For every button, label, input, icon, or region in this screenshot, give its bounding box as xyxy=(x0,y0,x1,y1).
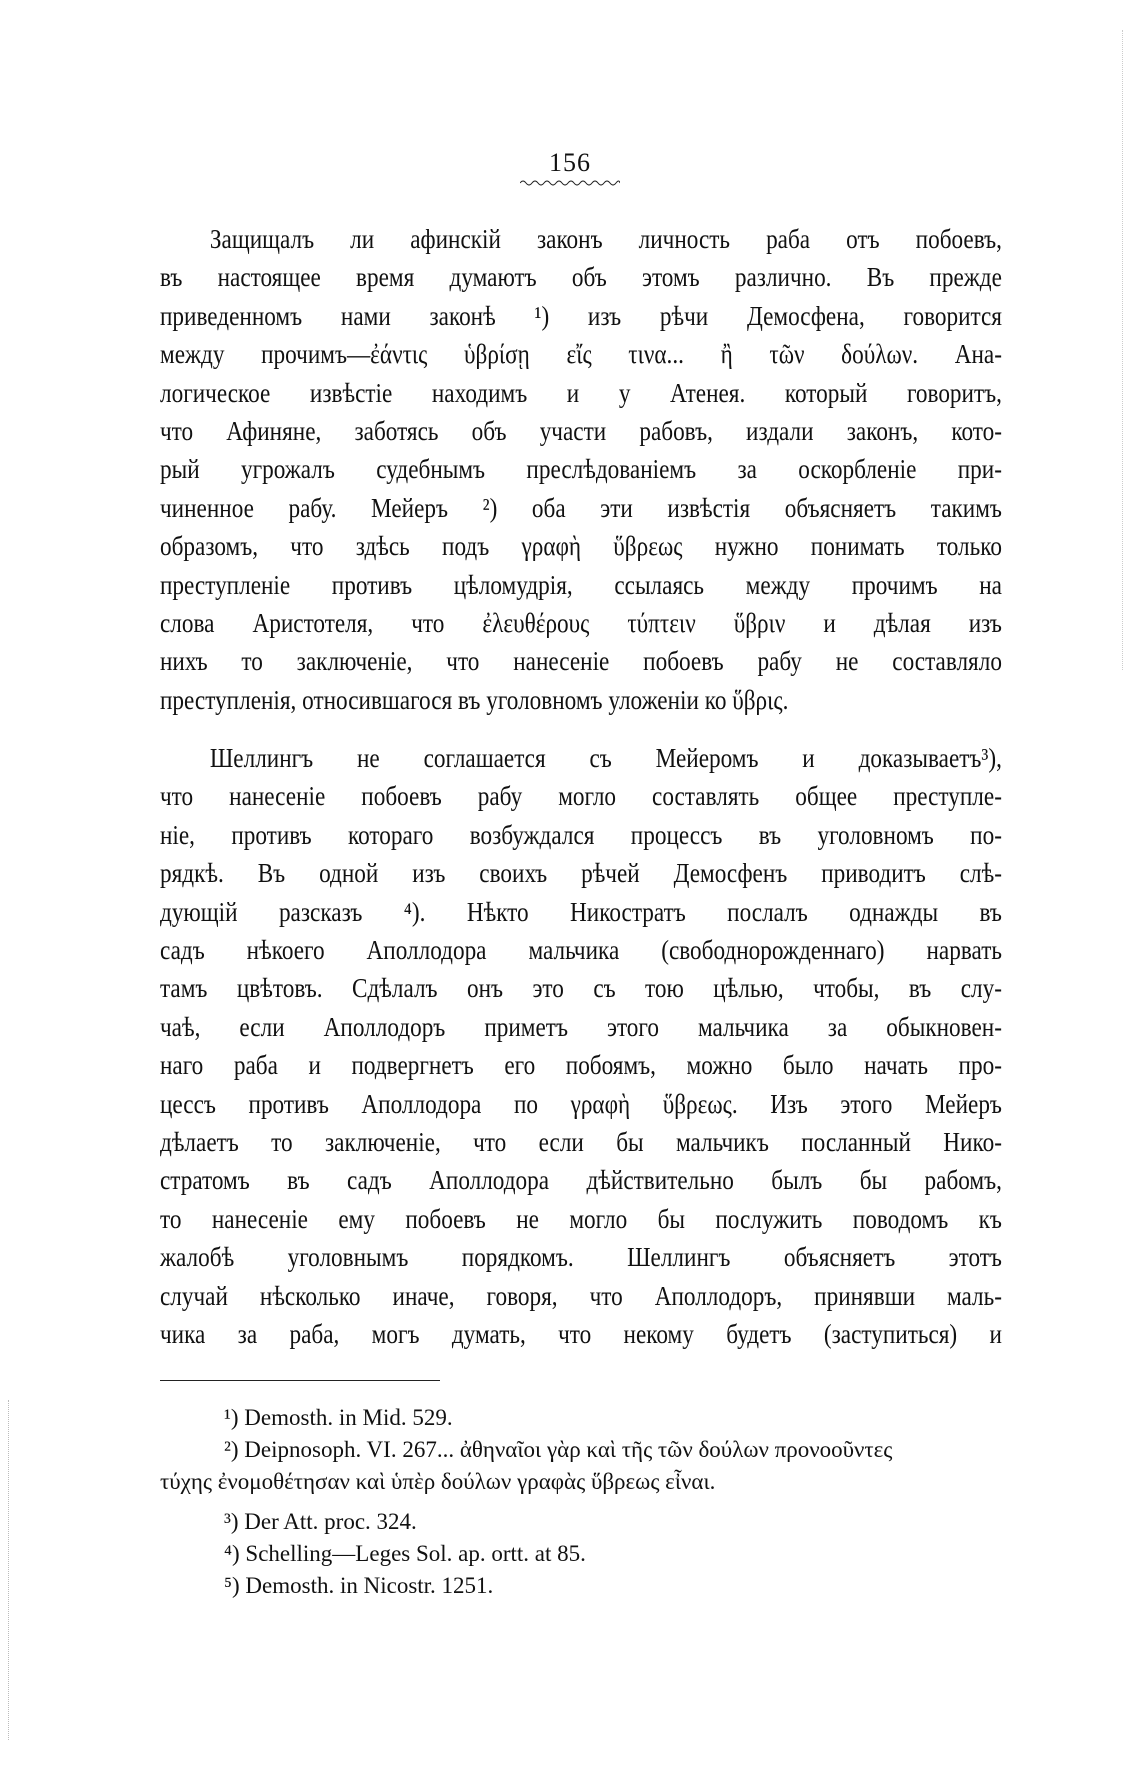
text-line: нихъ то заключеніе, что нанесеніе побоевъ рабу не составляло xyxy=(160,646,1002,677)
text-line: Защищалъ ли афинскій законъ личность раба отъ побоевъ, xyxy=(209,224,1002,254)
margin-scan-marks-right xyxy=(1122,30,1127,670)
text-line: въ настоящее время думаютъ объ этомъ различно. Въ прежде xyxy=(160,262,1002,293)
footnote-separator xyxy=(160,1380,440,1381)
footnote-1: ¹) Demosth. in Mid. 529. xyxy=(224,1405,453,1430)
text-line: слова Аристотеля, что ἐλευθέρους τύπτειν ὕβριν и дѣлая изъ xyxy=(160,607,1002,638)
text-line: тамъ цвѣтовъ. Сдѣлалъ онъ это съ тою цѣлью, чтобы, въ слу- xyxy=(160,973,1002,1004)
footnote-2-continuation: τύχης ἐνομοθέτησαν καὶ ὑπὲρ δούλων γραφὰς ὕβρεως εἶναι. xyxy=(160,1469,716,1494)
text-line: стратомъ въ садъ Аполлодора дѣйствительно былъ бы рабомъ, xyxy=(160,1165,1002,1196)
margin-scan-marks-left xyxy=(8,1400,13,1740)
text-line: ніе, противъ котораго возбуждался процессъ въ уголовномъ по- xyxy=(160,819,1002,850)
footnote-2: ²) Deipnosoph. VI. 267... ἀθηναῖοι γὰρ καὶ τῆς τῶν δούλων προνοοῦντες xyxy=(224,1437,893,1462)
text-line: что нанесеніе побоевъ рабу могло составлять общее преступле- xyxy=(160,781,1002,812)
page-number-flourish xyxy=(520,178,620,188)
text-line: между прочимъ—ἐάντις ὑβρίσῃ εἴς τινα... ἢ τῶν δούλων. Ана- xyxy=(160,339,1002,370)
text-line: случай нѣсколько иначе, говоря, что Аполлодоръ, принявши маль- xyxy=(160,1280,1002,1311)
paragraph-gap xyxy=(160,719,1002,739)
text-line: логическое извѣстіе находимъ и у Атенея. который говоритъ, xyxy=(160,377,1002,408)
text-line: жалобѣ уголовнымъ порядкомъ. Шеллингъ объясняетъ этотъ xyxy=(160,1242,1002,1273)
text-line: садъ нѣкоего Аполлодора мальчика (свободнорожденнаго) нарвать xyxy=(160,935,1002,966)
text-line: чика за раба, могъ думать, что некому будетъ (заступиться) и xyxy=(160,1318,1002,1349)
text-line: рядкѣ. Въ одной изъ своихъ рѣчей Демосфенъ приводитъ слѣ- xyxy=(160,858,1002,889)
footnotes xyxy=(160,1402,1002,1602)
text-line: приведенномъ нами законѣ ¹) изъ рѣчи Демосфена, говорится xyxy=(160,300,1002,331)
text-line: дѣлаетъ то заключеніе, что если бы мальчикъ посланный Нико- xyxy=(160,1126,1002,1157)
text-line: преступленія, относившагося въ уголовномъ уложеніи ко ὕβρις. xyxy=(160,684,789,715)
text-line: образомъ, что здѣсь подъ γραφὴ ὕβρεως нужно понимать только xyxy=(160,531,1002,562)
footnote-5: ⁵) Demosth. in Nicostr. 1251. xyxy=(224,1573,494,1598)
footnote-3: ³) Der Att. proc. 324. xyxy=(224,1509,417,1534)
text-line: цессъ противъ Аполлодора по γραφὴ ὕβρεως. Изъ этого Мейеръ xyxy=(160,1088,1002,1119)
text-line: дующій разсказъ ⁴). Нѣкто Никостратъ послалъ однажды въ xyxy=(160,896,1002,927)
footnote-gap xyxy=(160,1498,1002,1506)
page-number: 156 xyxy=(549,148,591,177)
text-line: рый угрожалъ судебнымъ преслѣдованіемъ за оскорбленіе при- xyxy=(160,454,1002,485)
main-text xyxy=(160,220,1002,1353)
footnote-4: ⁴) Schelling—Leges Sol. ap. ortt. at 85. xyxy=(224,1541,586,1566)
page-header xyxy=(0,148,1140,188)
text-line: то нанесеніе ему побоевъ не могло бы послужить поводомъ къ xyxy=(160,1203,1002,1234)
text-line: преступленіе противъ цѣломудрія, ссылаясь между прочимъ на xyxy=(160,569,1002,600)
text-line: чаѣ, если Аполлодоръ приметъ этого мальчика за обыкновен- xyxy=(160,1011,1002,1042)
text-line: Шеллингъ не соглашается съ Мейеромъ и доказываетъ³), xyxy=(209,743,1002,774)
text-line: наго раба и подвергнетъ его побоямъ, можно было начать про- xyxy=(160,1050,1002,1081)
text-line: чиненное рабу. Мейеръ ²) оба эти извѣстія объясняетъ такимъ xyxy=(160,492,1002,523)
text-line: что Афиняне, заботясь объ участи рабовъ, издали законъ, кото- xyxy=(160,415,1002,446)
